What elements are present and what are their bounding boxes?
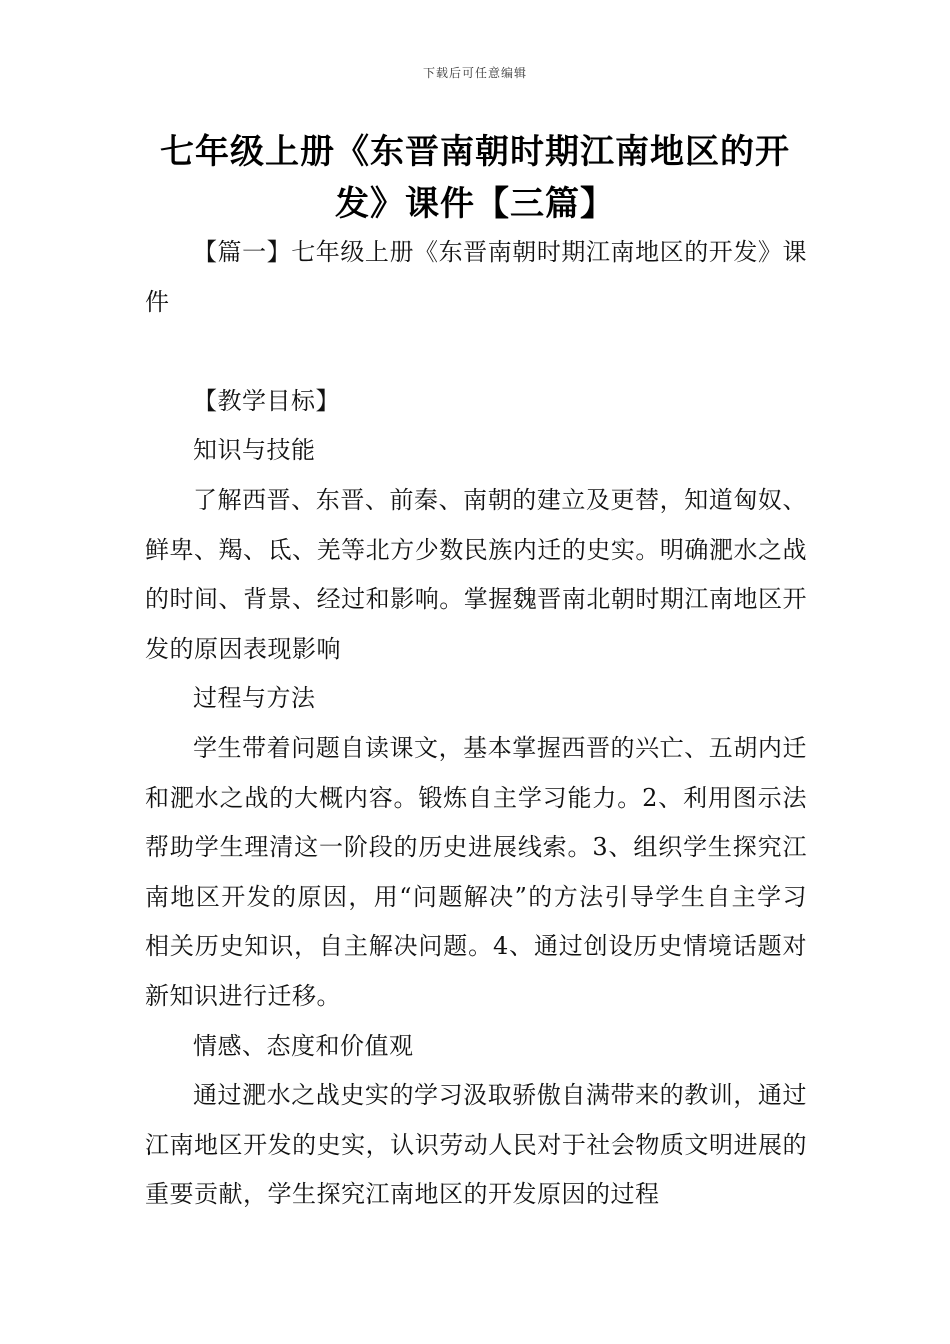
header-note: 下载后可任意编辑: [422, 66, 527, 80]
knowledge-paragraph: 了解西晋、东晋、前秦、南朝的建立及更替，知道匈奴、鲜卑、羯、氐、羌等北方少数民族内迁的史实。明确淝水之战的时间、背景、经过和影响。掌握魏晋南北朝时期江南地区开发的原因表现影响: [145, 485, 807, 663]
process-paragraph: 学生带着问题自读课文，基本掌握西晋的兴亡、五胡内迁和淝水之战的大概内容。锻炼自主学习能力。2、利用图示法帮助学生理清这一阶段的历史进展线索。3、组织学生探究江南地区开发的原因，用“问题解决”的方法引导学生自主学习相关历史知识，自主解决问题。4、通过创设历史情境话题对新知识进行迁移。: [145, 733, 807, 1010]
blank-line: [145, 327, 807, 377]
objectives-heading: 【教学目标】: [193, 386, 340, 415]
process-heading: 过程与方法: [193, 684, 316, 713]
part-heading: 【篇一】七年级上册《东晋南朝时期江南地区的开发》课件: [145, 238, 807, 316]
document-body: [145, 228, 807, 1220]
values-heading: 情感、态度和价值观: [193, 1031, 414, 1060]
knowledge-heading: 知识与技能: [193, 436, 316, 465]
values-paragraph: 通过淝水之战史实的学习汲取骄傲自满带来的教训，通过江南地区开发的史实，认识劳动人民对于社会物质文明进展的重要贡献，学生探究江南地区的开发原因的过程: [145, 1081, 807, 1209]
document-title: 七年级上册《东晋南朝时期江南地区的开发》课件【三篇】: [160, 132, 790, 224]
